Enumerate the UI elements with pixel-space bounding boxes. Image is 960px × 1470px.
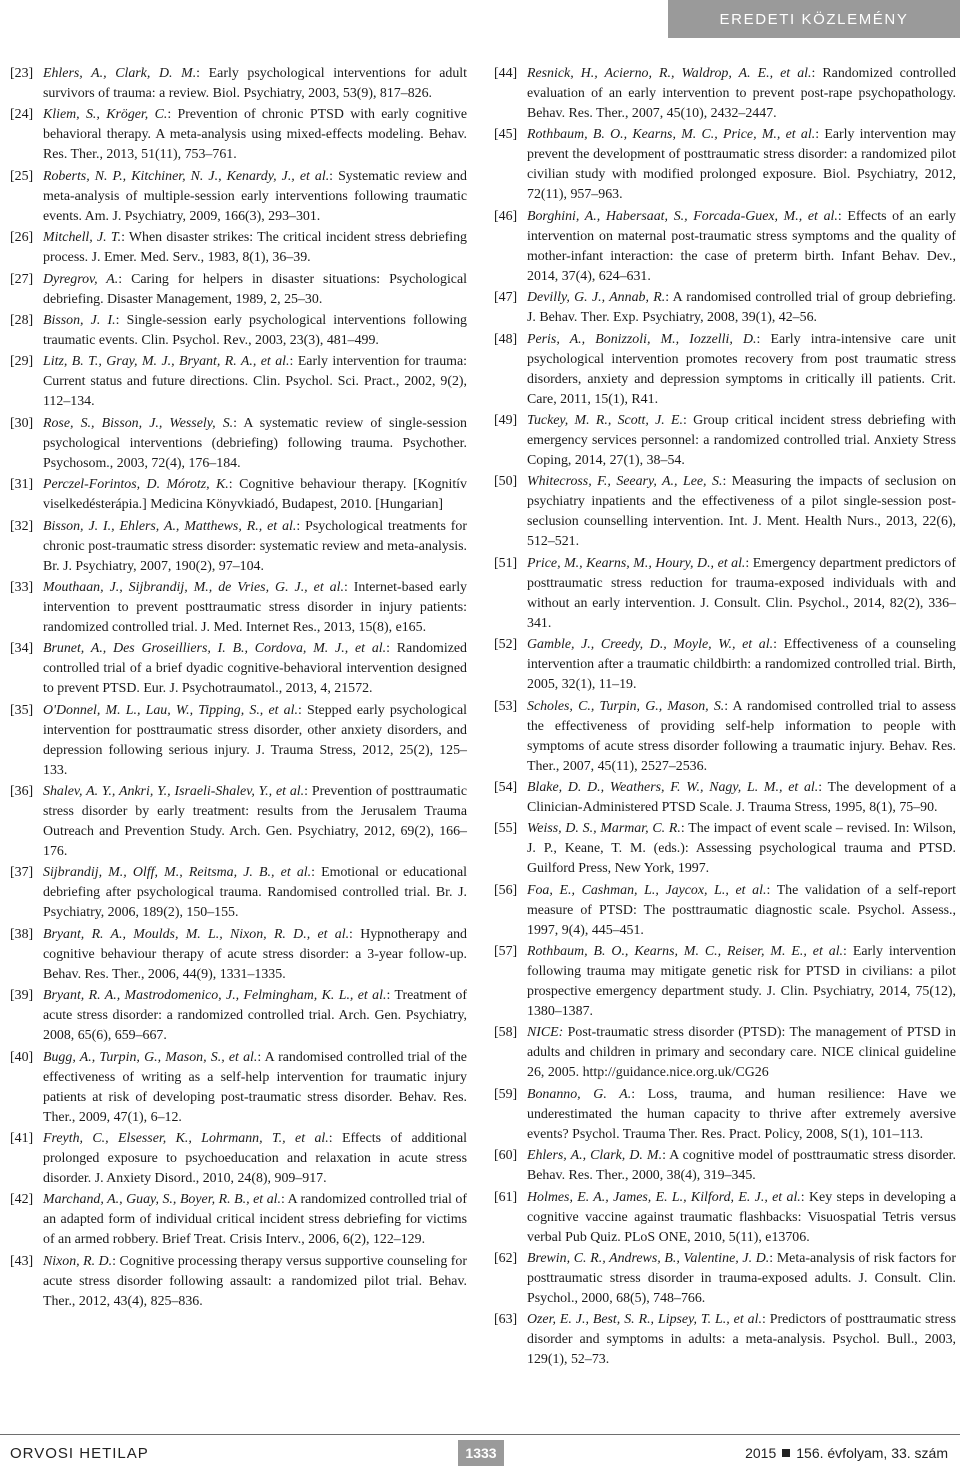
reference-item bbox=[10, 270, 467, 310]
section-header bbox=[0, 0, 960, 38]
reference-text: : A cognitive model of posttraumatic stress disorder. Behav. Res. Ther., 2000, 38(4), 319–345. bbox=[527, 1148, 956, 1184]
reference-item bbox=[494, 1188, 956, 1248]
reference-authors: Perczel-Forintos, D. Mórotz, K. bbox=[43, 477, 229, 493]
reference-number: [52] bbox=[494, 637, 518, 653]
reference-number: [49] bbox=[494, 412, 518, 428]
reference-number: [34] bbox=[10, 641, 34, 657]
reference-number: [48] bbox=[494, 331, 518, 347]
reference-item bbox=[10, 986, 467, 1046]
references-left-column bbox=[10, 64, 467, 1313]
reference-text: : Prevention of posttraumatic stress disorder by early treatment: results from the Jerusalem Trauma Outreach and Prevention Study. Arch. Gen. Psychiatry, 2012, 69(2), 166–176. bbox=[43, 784, 467, 860]
reference-item bbox=[494, 635, 956, 695]
reference-authors: Tuckey, M. R., Scott, J. E. bbox=[527, 412, 683, 428]
reference-item bbox=[10, 1129, 467, 1189]
reference-text: : Early intra-intensive care unit psychological intervention promotes recovery from post traumatic stress disorders, anxiety and depression symptoms in critically ill patients. Crit. Care, 2011, 15(1), R41. bbox=[527, 331, 957, 407]
reference-authors: Bonanno, G. A. bbox=[527, 1086, 632, 1102]
reference-number: [41] bbox=[10, 1131, 34, 1147]
page-footer bbox=[0, 1434, 960, 1470]
reference-number: [24] bbox=[10, 107, 34, 123]
reference-text: : Group critical incident stress debriefing with emergency services personnel: a randomized controlled trial. Anxiety Stress Coping, 2014, 27(1), 38–54. bbox=[527, 412, 956, 468]
reference-authors: Price, M., Kearns, M., Houry, D., et al. bbox=[527, 555, 746, 571]
reference-number: [54] bbox=[494, 779, 518, 795]
reference-authors: Ehlers, A., Clark, D. M. bbox=[527, 1148, 663, 1164]
reference-authors: Litz, B. T., Gray, M. J., Bryant, R. A., et al. bbox=[43, 354, 290, 370]
reference-number: [62] bbox=[494, 1251, 518, 1267]
reference-item bbox=[494, 125, 956, 205]
reference-item bbox=[10, 64, 467, 104]
reference-text: : Early intervention may prevent the development of posttraumatic stress disorder: a randomized pilot civilian study with modified prolonged exposure. Biol. Psychiatry, 2012, 72(11), 957–963. bbox=[527, 127, 956, 203]
section-label: EREDETI KÖZLEMÉNY bbox=[668, 0, 960, 38]
reference-item bbox=[494, 207, 956, 287]
reference-item bbox=[10, 701, 467, 781]
reference-number: [50] bbox=[494, 474, 518, 490]
reference-number: [40] bbox=[10, 1049, 34, 1065]
reference-authors: Borghini, A., Habersaat, S., Forcada-Guex, M., et al. bbox=[527, 208, 838, 224]
reference-authors: Ozer, E. J., Best, S. R., Lipsey, T. L., et al. bbox=[527, 1312, 762, 1328]
reference-text: : Treatment of acute stress disorder: a randomized controlled trial. Arch. Gen. Psychiatry, 2008, 65(6), 659–667. bbox=[43, 988, 467, 1044]
reference-number: [51] bbox=[494, 555, 518, 571]
reference-item bbox=[10, 228, 467, 268]
reference-text: : A randomised controlled trial of the effectiveness of writing as a self-help intervention for traumatic injury patients at risk of developing post-traumatic stress disorder. Behav. Res. Ther., 2009, 47(1), 6–12. bbox=[43, 1049, 467, 1125]
reference-number: [30] bbox=[10, 415, 34, 431]
reference-text: : Cognitive behaviour therapy. [Kognitív viselkedésterápia.] Medicina Könyvkiadó, Budapest, 2010. [Hungarian] bbox=[43, 477, 467, 513]
reference-number: [32] bbox=[10, 518, 34, 534]
reference-item bbox=[494, 697, 956, 777]
reference-authors: Ehlers, A., Clark, D. M. bbox=[43, 66, 197, 81]
reference-authors: Bryant, R. A., Mastrodomenico, J., Felmingham, K. L., et al. bbox=[43, 988, 387, 1004]
reference-text: : Early intervention for trauma: Current status and future directions. Clin. Psychol. Sci. Pract., 2002, 9(2), 112–134. bbox=[43, 354, 467, 410]
reference-authors: Marchand, A., Guay, S., Boyer, R. B., et al. bbox=[43, 1192, 281, 1208]
reference-text: : Psychological treatments for chronic post-traumatic stress disorder: systematic review and meta-analysis. Br. J. Psychiatry, 2007, 190(2), 97–104. bbox=[43, 518, 467, 574]
reference-item bbox=[10, 863, 467, 923]
reference-number: [53] bbox=[494, 698, 518, 714]
reference-text: : Randomized controlled trial of a brief dyadic cognitive-behavioral intervention designed to prevent PTSD. Eur. J. Psychotraumatol., 2013, 4, 21572. bbox=[43, 641, 467, 697]
reference-number: [63] bbox=[494, 1312, 518, 1328]
reference-text: : A randomised controlled trial to assess the effectiveness of providing self-help information to people with symptoms of acute stress disorder following a traumatic injury. Behav. Res. Ther., 2007, 45(11), 2527–2536. bbox=[527, 698, 956, 774]
reference-item bbox=[494, 1085, 956, 1145]
reference-item bbox=[494, 1249, 956, 1309]
reference-text: : Cognitive processing therapy versus supportive counseling for acute stress disorder following assault: a randomized pilot trial. Behav. Ther., 2012, 43(4), 825–836. bbox=[43, 1253, 468, 1309]
reference-text: : Effects of additional prolonged exposure to psychoeducation and relaxation in acute stress disorder. J. Anxiety Disord., 2010, 24(8), 909–917. bbox=[43, 1131, 467, 1187]
reference-text: : Systematic review and meta-analysis of multiple-session early interventions following traumatic events. Am. J. Psychiatry, 2009, 166(3), 293–301. bbox=[43, 168, 467, 224]
reference-text: : A systematic review of single-session psychological interventions (debriefing) following trauma. Psychother. Psychosom., 2003, 72(4), 176–184. bbox=[43, 415, 467, 471]
reference-number: [23] bbox=[10, 66, 34, 81]
reference-authors: Gamble, J., Creedy, D., Moyle, W., et al. bbox=[527, 637, 774, 653]
footer-rule bbox=[0, 1434, 960, 1435]
reference-number: [61] bbox=[494, 1189, 518, 1205]
reference-number: [25] bbox=[10, 168, 34, 184]
reference-item bbox=[10, 578, 467, 638]
reference-number: [36] bbox=[10, 784, 34, 800]
reference-item bbox=[494, 554, 956, 634]
reference-text: : When disaster strikes: The critical incident stress debriefing process. J. Emer. Med. Serv., 1983, 8(1), 36–39. bbox=[43, 230, 467, 266]
reference-authors: Dyregrov, A. bbox=[43, 271, 119, 287]
reference-item bbox=[494, 411, 956, 471]
issue-volume: 156. évfolyam, 33. szám bbox=[796, 1445, 948, 1461]
reference-number: [38] bbox=[10, 926, 34, 942]
reference-number: [45] bbox=[494, 127, 518, 143]
issue-info bbox=[745, 1445, 948, 1461]
reference-text: Post-traumatic stress disorder (PTSD): The management of PTSD in adults and children in primary and secondary care. NICE clinical guideline 26, 2005. http://guidance.nice.org.uk/CG26 bbox=[527, 1025, 956, 1081]
reference-text: : Loss, trauma, and human resilience: Have we underestimated the human capacity to thrive after extremely aversive events? Psychol. Trauma Ther. Res. Pract. Policy, 2008, S(1), 101–113. bbox=[527, 1086, 956, 1142]
reference-authors: Brewin, C. R., Andrews, B., Valentine, J. D. bbox=[527, 1251, 770, 1267]
reference-item bbox=[10, 1048, 467, 1128]
reference-item bbox=[10, 414, 467, 474]
reference-text: : Single-session early psychological interventions following traumatic events. Clin. Psychol. Rev., 2003, 23(3), 481–499. bbox=[43, 312, 467, 348]
reference-item bbox=[10, 311, 467, 351]
reference-text: : The impact of event scale – revised. In: Wilson, J. P., Keane, T. M. (eds.): Assessing psychological trauma and PTSD. Guilford Press, New York, 1997. bbox=[527, 821, 957, 877]
reference-item bbox=[10, 782, 467, 862]
reference-number: [46] bbox=[494, 208, 518, 224]
reference-number: [39] bbox=[10, 988, 34, 1004]
reference-item bbox=[10, 352, 467, 412]
reference-text: : Effects of an early intervention on maternal post-traumatic stress symptoms and the quality of mother-infant interaction: the case of preterm birth. Infant Behav. Dev., 2014, 37(4), 624–631. bbox=[527, 208, 956, 284]
reference-item bbox=[494, 1023, 956, 1083]
reference-authors: Bryant, R. A., Moulds, M. L., Nixon, R. D., et al. bbox=[43, 926, 350, 942]
reference-text: : Early intervention following trauma may mitigate genetic risk for PTSD in civilians: a pilot prospective emergency department study. J. Clin. Psychiatry, 2014, 75(12), 1380–1387. bbox=[527, 944, 956, 1020]
reference-number: [58] bbox=[494, 1025, 518, 1041]
reference-text: : Internet-based early intervention to prevent posttraumatic stress disorder in injury patients: randomized controlled trial. J. Med. Internet Res., 2013, 15(8), e165. bbox=[43, 579, 467, 635]
reference-authors: O'Donnel, M. L., Lau, W., Tipping, S., et al. bbox=[43, 702, 298, 718]
reference-item bbox=[494, 881, 956, 941]
reference-number: [37] bbox=[10, 865, 34, 881]
reference-text: : Prevention of chronic PTSD with early cognitive behavioral therapy. A meta-analysis using mixed-effects modeling. Behav. Res. Ther., 2013, 51(11), 753–761. bbox=[43, 107, 467, 163]
reference-item bbox=[494, 1146, 956, 1186]
reference-text: : Effectiveness of a counseling intervention after a traumatic childbirth: a randomized controlled trial. Birth, 2005, 32(1), 11–19. bbox=[527, 637, 956, 693]
reference-text: : Early psychological interventions for adult survivors of trauma: a review. Biol. Psychiatry, 2003, 53(9), 817–826. bbox=[43, 66, 467, 101]
reference-authors: Bugg, A., Turpin, G., Mason, S., et al. bbox=[43, 1049, 258, 1065]
reference-number: [43] bbox=[10, 1253, 34, 1269]
reference-item bbox=[10, 925, 467, 985]
reference-authors: Roberts, N. P., Kitchiner, N. J., Kenardy, J., et al. bbox=[43, 168, 330, 184]
reference-item bbox=[10, 1252, 467, 1312]
reference-text: : A randomised controlled trial of group debriefing. J. Behav. Ther. Exp. Psychiatry, 2008, 39(1), 42–56. bbox=[527, 290, 956, 326]
reference-number: [60] bbox=[494, 1148, 518, 1164]
reference-number: [55] bbox=[494, 821, 518, 837]
reference-item bbox=[494, 472, 956, 552]
reference-text: : Hypnotherapy and cognitive behaviour therapy of acute stress disorder: a 3-year follow-up. Behav. Res. Ther., 2006, 44(9), 1331–1335. bbox=[43, 926, 468, 982]
reference-authors: Sijbrandij, M., Olff, M., Reitsma, J. B., et al. bbox=[43, 865, 312, 881]
reference-authors: Shalev, A. Y., Ankri, Y., Israeli-Shalev, Y., et al. bbox=[43, 784, 305, 800]
reference-number: [31] bbox=[10, 477, 34, 493]
reference-number: [35] bbox=[10, 702, 34, 718]
reference-authors: Brunet, A., Des Groseilliers, I. B., Cordova, M. J., et al. bbox=[43, 641, 387, 657]
page-number: 1333 bbox=[458, 1440, 504, 1466]
reference-text: : Meta-analysis of risk factors for posttraumatic stress disorder in trauma-exposed adults. J. Consult. Clin. Psychol., 2000, 68(5), 748–766. bbox=[527, 1251, 956, 1307]
reference-authors: Mouthaan, J., Sijbrandij, M., de Vries, G. J., et al. bbox=[43, 579, 344, 595]
reference-authors: Rothbaum, B. O., Kearns, M. C., Price, M., et al. bbox=[527, 127, 816, 143]
reference-text: : The validation of a self-report measure of PTSD: The posttraumatic diagnostic scale. Psychol. Assess., 1997, 9(4), 445–451. bbox=[527, 882, 957, 938]
reference-number: [27] bbox=[10, 271, 34, 287]
reference-text: : A randomized controlled trial of an adapted form of individual critical incident stress debriefing for victims of an armed robbery. Brief Treat. Crisis Interv., 2006, 6(2), 122–129. bbox=[43, 1192, 467, 1248]
reference-authors: Nixon, R. D. bbox=[43, 1253, 113, 1269]
reference-text: : Predictors of posttraumatic stress disorder and symptoms in adults: a meta-analysis. Psychol. Bull., 2003, 129(1), 52–73. bbox=[527, 1312, 956, 1368]
reference-item bbox=[494, 64, 956, 124]
reference-item bbox=[10, 517, 467, 577]
reference-number: [59] bbox=[494, 1086, 518, 1102]
reference-text: : Emotional or educational debriefing after psychological trauma. Randomised controlled trial. Br. J. Psychiatry, 2006, 189(2), 150–155. bbox=[43, 865, 467, 921]
references-right-column bbox=[494, 64, 956, 1372]
reference-text: : The development of a Clinician-Administered PTSD Scale. J. Trauma Stress, 1995, 8(1), 75–90. bbox=[527, 779, 957, 815]
reference-authors: NICE: bbox=[527, 1025, 564, 1041]
reference-item bbox=[10, 167, 467, 227]
reference-authors: Whitecross, F., Seeary, A., Lee, S. bbox=[527, 474, 723, 490]
reference-text: : Emergency department predictors of posttraumatic stress reduction for trauma-exposed individuals with and without an early intervention. J. Consult. Clin. Psychol., 2014, 82(2), 336–341. bbox=[527, 555, 956, 631]
reference-item bbox=[10, 639, 467, 699]
reference-item bbox=[494, 1310, 956, 1370]
reference-text: : Caring for helpers in disaster situations: Psychological debriefing. Disaster Management, 1989, 2, 25–30. bbox=[43, 271, 467, 307]
reference-authors: Freyth, C., Elsesser, K., Lohrmann, T., et al. bbox=[43, 1131, 329, 1147]
reference-text: : Randomized controlled evaluation of an early intervention to prevent post-rape psychopathology. Behav. Res. Ther., 2007, 45(10), 2432–2447. bbox=[527, 66, 956, 121]
reference-number: [42] bbox=[10, 1192, 34, 1208]
reference-authors: Holmes, E. A., James, E. L., Kilford, E. J., et al. bbox=[527, 1189, 801, 1205]
reference-authors: Kliem, S., Kröger, C. bbox=[43, 107, 168, 123]
reference-authors: Peris, A., Bonizzoli, M., Iozzelli, D. bbox=[527, 331, 757, 347]
reference-authors: Blake, D. D., Weathers, F. W., Nagy, L. M., et al. bbox=[527, 779, 819, 795]
reference-authors: Scholes, C., Turpin, G., Mason, S. bbox=[527, 698, 725, 714]
reference-text: : Stepped early psychological intervention for posttraumatic stress disorder, other anxiety disorders, and depression following serious injury. J. Trauma Stress, 2012, 25(2), 125–133. bbox=[43, 702, 467, 778]
reference-authors: Mitchell, J. T. bbox=[43, 230, 122, 246]
reference-text: : Key steps in developing a cognitive vaccine against traumatic flashbacks: Visuospatial Tetris versus verbal Pub Quiz. PLoS ONE, 2010, 5(11), e13706. bbox=[527, 1189, 956, 1245]
reference-text: : Measuring the impacts of seclusion on psychiatry inpatients and the effectiveness of a pilot single-session post-seclusion counselling intervention. Int. J. Ment. Health Nurs., 2013, 22(6), 512–521. bbox=[527, 474, 957, 550]
reference-item bbox=[494, 288, 956, 328]
reference-authors: Devilly, G. J., Annab, R. bbox=[527, 290, 666, 306]
reference-number: [28] bbox=[10, 312, 34, 328]
reference-number: [26] bbox=[10, 230, 34, 246]
reference-authors: Foa, E., Cashman, L., Jaycox, L., et al. bbox=[527, 882, 767, 898]
reference-authors: Resnick, H., Acierno, R., Waldrop, A. E., et al. bbox=[527, 66, 812, 81]
reference-number: [44] bbox=[494, 66, 518, 81]
reference-item bbox=[494, 819, 956, 879]
reference-number: [33] bbox=[10, 579, 34, 595]
reference-authors: Bisson, J. I. bbox=[43, 312, 116, 328]
reference-number: [57] bbox=[494, 944, 518, 960]
reference-item bbox=[494, 330, 956, 410]
issue-year: 2015 bbox=[745, 1445, 777, 1461]
reference-number: [47] bbox=[494, 290, 518, 306]
reference-authors: Rothbaum, B. O., Kearns, M. C., Reiser, M. E., et al. bbox=[527, 944, 844, 960]
reference-item bbox=[494, 942, 956, 1022]
reference-number: [56] bbox=[494, 882, 518, 898]
reference-item bbox=[10, 1190, 467, 1250]
reference-item bbox=[10, 105, 467, 165]
reference-authors: Bisson, J. I., Ehlers, A., Matthews, R., et al. bbox=[43, 518, 297, 534]
reference-authors: Rose, S., Bisson, J., Wessely, S. bbox=[43, 415, 234, 431]
journal-name: ORVOSI HETILAP bbox=[10, 1445, 149, 1462]
square-bullet-icon bbox=[782, 1449, 790, 1457]
reference-number: [29] bbox=[10, 354, 34, 370]
reference-authors: Weiss, D. S., Marmar, C. R. bbox=[527, 821, 681, 837]
reference-item bbox=[10, 475, 467, 515]
reference-item bbox=[494, 778, 956, 818]
